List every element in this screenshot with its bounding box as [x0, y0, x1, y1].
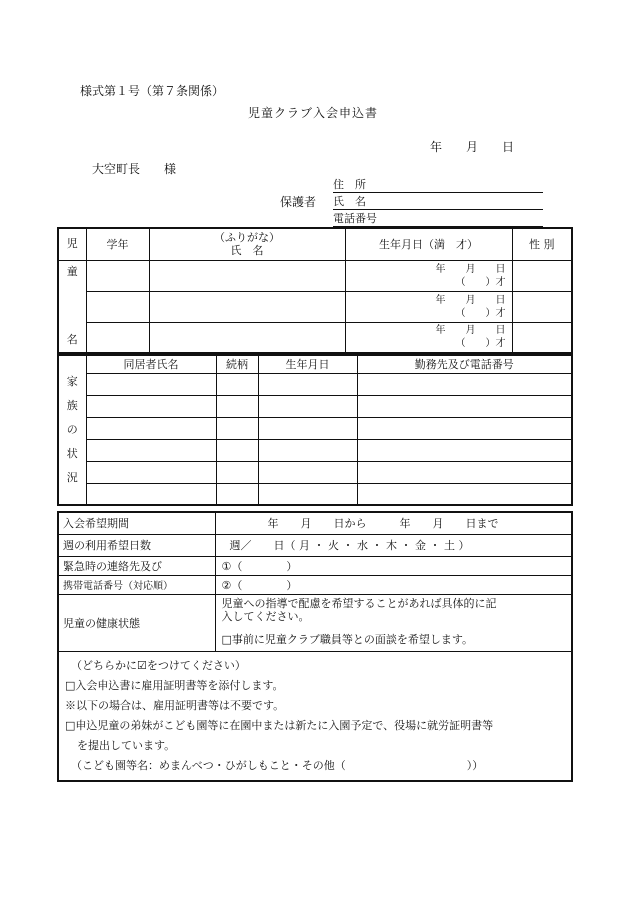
guardian-phone-field[interactable]	[333, 210, 543, 227]
child-dob-cell[interactable]	[345, 291, 512, 322]
health-label: 児童の健康状態	[58, 594, 215, 651]
health-note-2: 入してください。	[221, 609, 310, 623]
family-cell[interactable]	[86, 417, 216, 439]
family-cell[interactable]	[258, 483, 357, 505]
child-dob-age: （ ）才	[455, 276, 506, 288]
grade-header: 学年	[86, 228, 149, 260]
name-header: 氏 名	[230, 244, 264, 258]
sibling-enrolled-note: を提出しています。	[77, 738, 176, 752]
workplace-header: 勤務先及び電話番号	[357, 355, 572, 373]
child-grade-cell[interactable]	[86, 260, 149, 291]
child-row	[58, 322, 572, 353]
emergency-contact-2[interactable]: ②（ ）	[215, 575, 572, 594]
family-side-char: 状	[66, 447, 78, 460]
period-value[interactable]: 年 月 日から 年 月 日まで	[215, 512, 572, 534]
family-cell[interactable]	[216, 461, 258, 483]
family-cell[interactable]	[86, 439, 216, 461]
child-grade-cell[interactable]	[86, 291, 149, 322]
child-sex-cell[interactable]	[512, 322, 572, 353]
family-cell[interactable]	[357, 417, 572, 439]
documents-row	[58, 651, 572, 781]
child-grade-cell[interactable]	[86, 322, 149, 353]
family-row	[58, 417, 572, 439]
family-cell[interactable]	[216, 439, 258, 461]
guardian-address-field[interactable]	[333, 176, 543, 193]
family-cell[interactable]	[216, 395, 258, 417]
family-cell[interactable]	[357, 373, 572, 395]
child-dob-cell[interactable]	[345, 260, 512, 291]
family-side-char: 況	[66, 471, 78, 484]
family-row	[58, 373, 572, 395]
child-name-cell[interactable]	[149, 260, 345, 291]
days-value[interactable]: 週／ 日（ 月 ・ 火 ・ 水 ・ 木 ・ 金 ・ 土 ）	[215, 534, 572, 556]
family-row	[58, 439, 572, 461]
family-cell[interactable]	[258, 461, 357, 483]
application-date[interactable]: 年 月 日	[430, 140, 515, 154]
family-side-char: 家	[66, 375, 78, 388]
documents-section	[58, 651, 572, 781]
child-table	[57, 227, 573, 354]
emergency-row-2	[58, 575, 572, 594]
emergency-contact-1[interactable]: ①（ ）	[215, 556, 572, 575]
health-row	[58, 594, 572, 651]
emergency-row-1	[58, 556, 572, 575]
emergency-label-1: 緊急時の連絡先及び	[58, 556, 215, 575]
sibling-enrolled-checkbox[interactable]: □申込児童の弟妹がこども園等に在園中または新たに入園予定で、役場に就労証明書等	[65, 718, 494, 732]
furigana-header: （ふりがな）	[214, 231, 280, 245]
child-dob-date: 年 月 日	[435, 294, 506, 306]
child-dob-cell[interactable]	[345, 322, 512, 353]
family-cell[interactable]	[216, 483, 258, 505]
employment-cert-checkbox[interactable]: □入会申込書に雇用証明書等を添付します。	[65, 678, 284, 692]
family-cell[interactable]	[86, 461, 216, 483]
exemption-note: ※以下の場合は、雇用証明書等は不要です。	[65, 698, 285, 712]
child-dob-age: （ ）才	[455, 338, 506, 350]
family-cell[interactable]	[86, 483, 216, 505]
child-side-char: 名	[66, 333, 78, 347]
family-cell[interactable]	[216, 373, 258, 395]
child-side-chars	[58, 260, 86, 353]
form-number: 様式第１号（第７条関係）	[80, 84, 225, 98]
family-dob-header: 生年月日	[258, 355, 357, 373]
child-dob-date: 年 月 日	[435, 263, 506, 275]
family-table	[57, 354, 573, 506]
child-row	[58, 291, 572, 322]
family-cell[interactable]	[357, 483, 572, 505]
cohabitant-name-header: 同居者氏名	[86, 355, 216, 373]
guardian-name-label: 氏 名	[333, 195, 366, 208]
family-cell[interactable]	[258, 373, 357, 395]
child-side-char: 童	[66, 265, 78, 279]
family-table-header	[58, 355, 572, 373]
period-row	[58, 512, 572, 534]
addressee: 大空町長 様	[92, 162, 177, 176]
family-cell[interactable]	[258, 439, 357, 461]
family-cell[interactable]	[357, 395, 572, 417]
child-sex-cell[interactable]	[512, 291, 572, 322]
family-cell[interactable]	[357, 461, 572, 483]
family-cell[interactable]	[258, 417, 357, 439]
bottom-table	[57, 511, 573, 782]
family-cell[interactable]	[216, 417, 258, 439]
relationship-header: 続柄	[216, 355, 258, 373]
child-name-cell[interactable]	[149, 322, 345, 353]
days-row	[58, 534, 572, 556]
family-cell[interactable]	[357, 439, 572, 461]
child-sex-cell[interactable]	[512, 260, 572, 291]
guardian-label: 保護者	[280, 195, 317, 209]
sex-header: 性 別	[512, 228, 572, 260]
dob-header: 生年月日（満 才）	[345, 228, 512, 260]
family-cell[interactable]	[86, 395, 216, 417]
family-row	[58, 395, 572, 417]
family-row	[58, 483, 572, 505]
child-side-char: 児	[58, 228, 86, 260]
child-dob-age: （ ）才	[455, 307, 506, 319]
days-label: 週の利用希望日数	[58, 534, 215, 556]
form-title: 児童クラブ入会申込書	[248, 106, 379, 120]
health-field[interactable]	[215, 594, 572, 651]
child-row	[58, 260, 572, 291]
check-instruction: （どちらかに☑をつけてください）	[71, 658, 246, 672]
child-name-header	[149, 228, 345, 260]
health-interview-checkbox[interactable]: □事前に児童クラブ職員等との面談を希望します。	[221, 632, 474, 646]
emergency-label-2: 携帯電話番号（対応順）	[58, 575, 215, 594]
family-side-chars	[58, 355, 86, 505]
child-dob-date: 年 月 日	[435, 325, 506, 337]
guardian-name-field[interactable]	[333, 193, 543, 210]
guardian-phone-label: 電話番号	[333, 212, 377, 225]
school-name-field[interactable]: （こども園等名：めまんべつ・ひがしもこと・その他（ ））	[71, 758, 484, 772]
period-label: 入会希望期間	[58, 512, 215, 534]
child-table-header	[58, 228, 572, 260]
family-cell[interactable]	[258, 395, 357, 417]
family-side-char: の	[66, 423, 78, 436]
family-row	[58, 461, 572, 483]
health-note-1: 児童への指導で配慮を希望することがあれば具体的に記	[221, 596, 497, 610]
child-name-cell[interactable]	[149, 291, 345, 322]
family-side-char: 族	[66, 399, 78, 412]
guardian-address-label: 住 所	[333, 178, 366, 191]
family-cell[interactable]	[86, 373, 216, 395]
